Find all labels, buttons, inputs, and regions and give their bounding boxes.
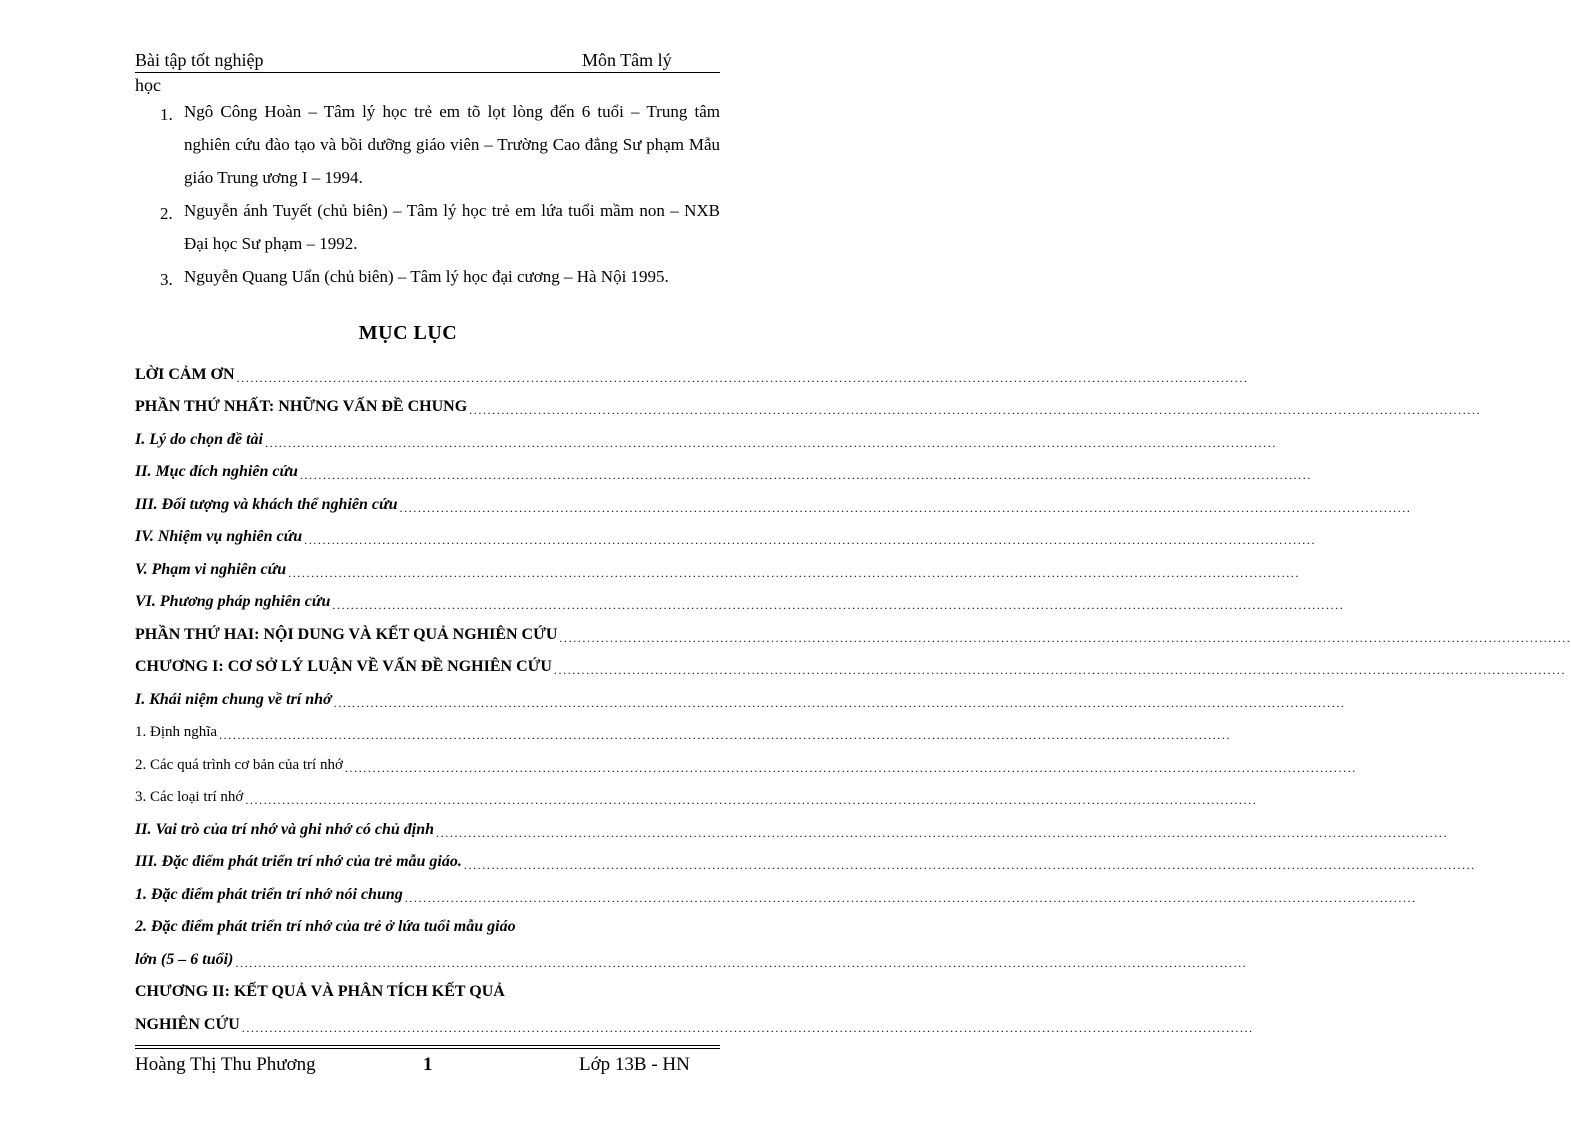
toc-entry-text: V. Phạm vi nghiên cứu	[135, 560, 287, 578]
toc-leader-dots: ............................................................................................................................................................................................................................	[399, 500, 1412, 515]
table-of-contents	[135, 355, 1571, 1038]
footer-class: Lớp 13B - HN	[579, 1054, 690, 1075]
toc-entry-text: NGHIÊN CỨU	[135, 1015, 240, 1033]
toc-entry-text: lớn (5 – 6 tuổi)	[135, 950, 234, 968]
reference-text: Ngô Công Hoàn – Tâm lý học trẻ em tõ lọt lòng đến 6 tuổi – Trung tâm nghiên cứu đào tạo và bồi dưỡng giáo viên – Trường Cao đẳng Sư phạm Mẫu giáo Trung ương I – 1994.	[184, 102, 720, 187]
page-header	[135, 50, 720, 73]
toc-leader-dots: ............................................................................................................................................................................................................................	[304, 533, 1317, 547]
toc-entry	[135, 810, 1449, 843]
toc-leader-dots: ............................................................................................................................................................................................................................	[559, 630, 1571, 645]
toc-leader-dots: ............................................................................................................................................................................................................................	[469, 403, 1482, 417]
toc-entry	[135, 875, 1417, 908]
toc-entry	[135, 583, 1345, 616]
toc-entry	[135, 1005, 1254, 1038]
toc-entry-text: PHẦN THỨ NHẤT: NHỮNG VẤN ĐỀ CHUNG	[135, 398, 468, 415]
toc-leader-dots: ............................................................................................................................................................................................................................	[332, 598, 1345, 612]
toc-leader-dots: ............................................................................................................................................................................................................................	[404, 890, 1417, 905]
toc-entry-text: I. Khái niệm chung về trí nhớ	[135, 690, 332, 708]
reference-item	[160, 194, 720, 260]
toc-entry-text: 3. Các loại trí nhớ	[135, 789, 244, 805]
toc-leader-dots: ............................................................................................................................................................................................................................	[219, 728, 1232, 742]
header-subject: Môn Tâm lý	[582, 50, 672, 70]
toc-entry	[135, 745, 1357, 778]
toc-leader-dots: ............................................................................................................................................................................................................................	[553, 663, 1566, 677]
toc-entry-text: II. Mục đích nghiên cứu	[135, 463, 298, 480]
toc-leader-dots: ............................................................................................................................................................................................................................	[299, 468, 1312, 482]
toc-leader-dots: ............................................................................................................................................................................................................................	[265, 435, 1277, 450]
toc-leader-dots: ............................................................................................................................................................................................................................	[463, 858, 1476, 872]
toc-entry	[135, 615, 1571, 648]
header-subject-wrap: học	[135, 75, 161, 95]
toc-entry	[135, 420, 1277, 453]
toc-entry-text: II. Vai trò của trí nhớ và ghi nhớ có chủ định	[135, 820, 435, 838]
reference-item	[160, 260, 720, 293]
toc-entry	[135, 843, 1476, 876]
toc-entry	[135, 648, 1566, 681]
reference-number: 3.	[160, 270, 173, 289]
toc-entry	[135, 485, 1412, 518]
page-number: 1	[423, 1054, 433, 1075]
toc-leader-dots: ............................................................................................................................................................................................................................	[288, 565, 1301, 580]
toc-entry	[135, 355, 1249, 388]
toc-entry-text: CHƯƠNG II: KẾT QUẢ VÀ PHÂN TÍCH KẾT QUẢ	[135, 983, 505, 1000]
toc-entry	[135, 388, 1482, 421]
toc-title: MỤC LỤC	[358, 322, 458, 344]
reference-text: Nguyễn ánh Tuyết (chủ biên) – Tâm lý học trẻ em lứa tuổi mầm non – NXB Đại học Sư phạm – 1992.	[184, 201, 720, 253]
toc-leader-dots: ............................................................................................................................................................................................................................	[241, 1020, 1254, 1035]
header-title: Bài tập tốt nghiệp	[135, 50, 264, 70]
toc-leader-dots: ............................................................................................................................................................................................................................	[436, 825, 1449, 840]
toc-entry-text: 2. Các quá trình cơ bản của trí nhớ	[135, 756, 343, 773]
reference-text: Nguyễn Quang Uẩn (chủ biên) – Tâm lý học đại cương – Hà Nội 1995.	[184, 267, 669, 286]
toc-entry-text: CHƯƠNG I: CƠ SỞ LÝ LUẬN VỀ VẤN ĐỀ NGHIÊN CỨU	[135, 658, 552, 675]
page-footer	[135, 1045, 720, 1078]
toc-entry	[135, 550, 1301, 583]
toc-entry	[135, 518, 1317, 551]
toc-entry-text: 2. Đặc điểm phát triển trí nhớ của trẻ ở lứa tuổi mẫu giáo	[135, 918, 516, 935]
toc-leader-dots: ............................................................................................................................................................................................................................	[333, 695, 1346, 710]
toc-entry-text: 1. Đặc điểm phát triển trí nhớ nói chung	[135, 885, 403, 903]
toc-entry	[135, 973, 720, 1006]
toc-leader-dots: ............................................................................................................................................................................................................................	[344, 760, 1357, 775]
toc-entry	[135, 713, 1232, 746]
toc-entry-text: PHẦN THỨ HAI: NỘI DUNG VÀ KẾT QUẢ NGHIÊN CỨU	[135, 625, 558, 643]
toc-entry-text: III. Đối tượng và khách thể nghiên cứu	[135, 495, 398, 513]
reference-list	[160, 95, 720, 293]
toc-entry	[135, 940, 1248, 973]
toc-entry	[135, 680, 1346, 713]
footer-author: Hoàng Thị Thu Phương	[135, 1054, 316, 1075]
toc-entry-text: III. Đặc điểm phát triển trí nhớ của trẻ mẫu giáo.	[135, 853, 462, 870]
toc-entry	[135, 908, 720, 941]
toc-entry-text: 1. Định nghĩa	[135, 724, 218, 740]
toc-leader-dots: ............................................................................................................................................................................................................................	[236, 370, 1249, 385]
toc-leader-dots: ............................................................................................................................................................................................................................	[245, 793, 1258, 807]
toc-entry	[135, 453, 1312, 486]
toc-entry-text: I. Lý do chọn đề tài	[135, 430, 263, 448]
toc-entry	[135, 778, 1258, 811]
toc-leader-dots: ............................................................................................................................................................................................................................	[235, 955, 1248, 970]
toc-entry-text: LỜI CẢM ƠN	[135, 365, 235, 383]
reference-number: 2.	[160, 204, 173, 223]
reference-item	[160, 95, 720, 194]
toc-entry-text: VI. Phương pháp nghiên cứu	[135, 593, 331, 610]
reference-number: 1.	[160, 105, 173, 124]
toc-entry-text: IV. Nhiệm vụ nghiên cứu	[135, 528, 303, 545]
